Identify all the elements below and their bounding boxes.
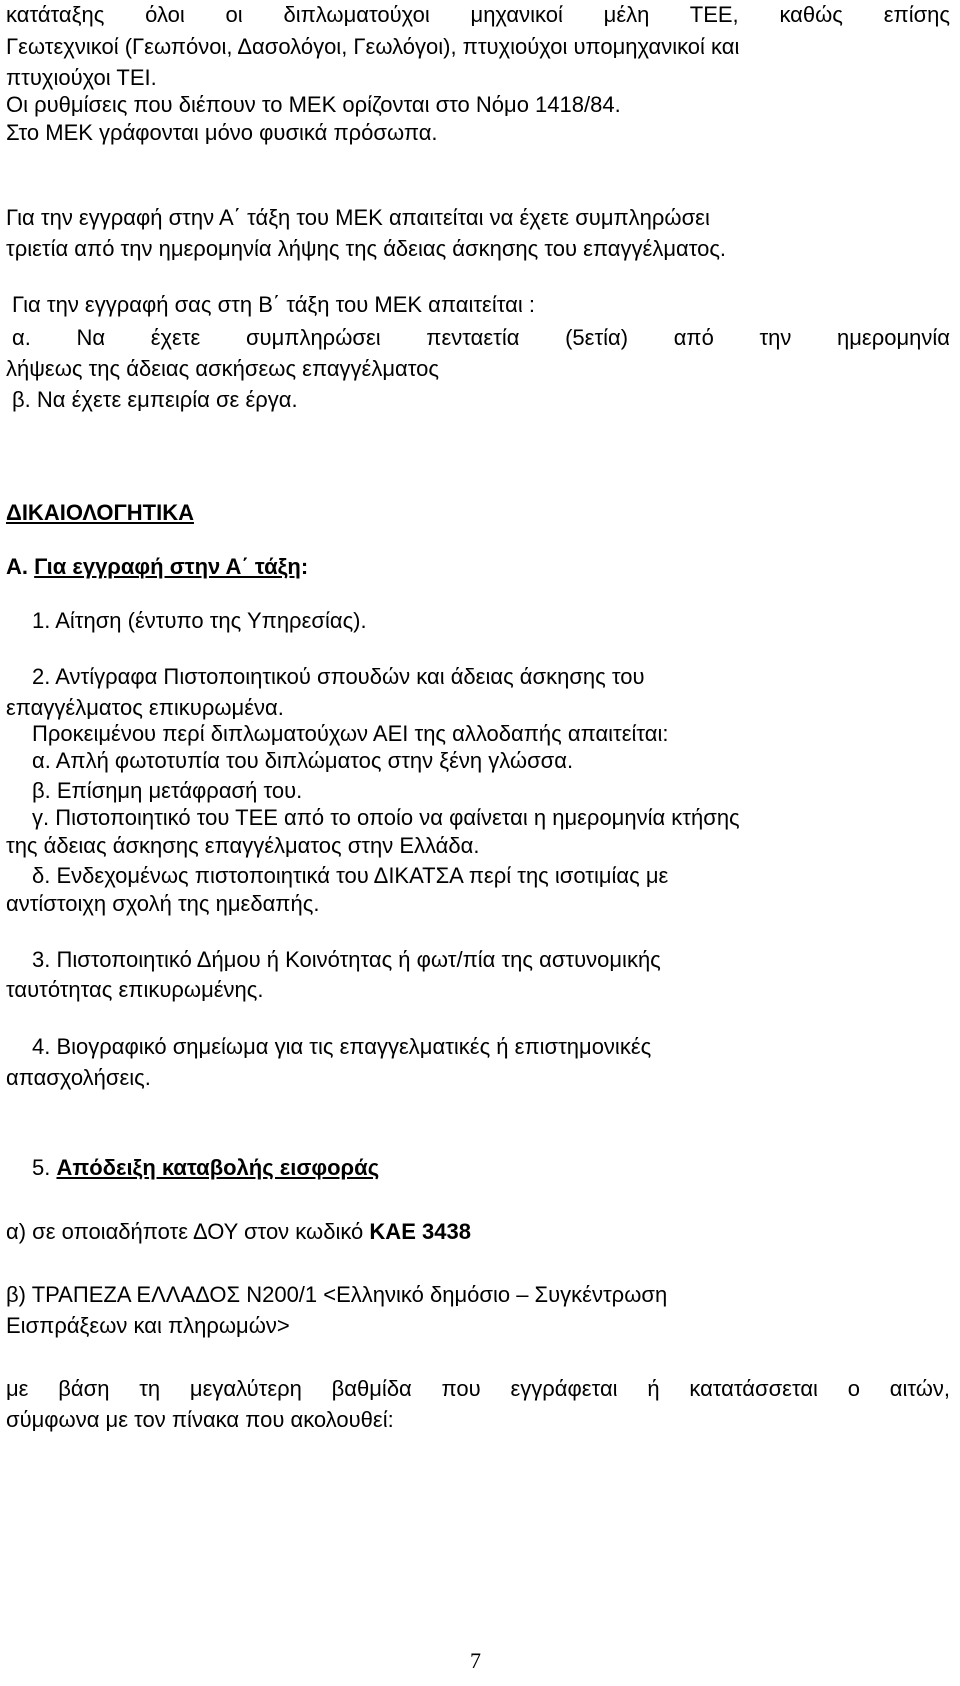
payment-option-b-line-2: Εισπράξεων και πληρωμών>	[6, 1313, 290, 1338]
subheading-suffix: :	[300, 554, 309, 579]
intro-line-1: κατάταξης όλοι οι διπλωματούχοι μηχανικοί μέλη ΤΕΕ, καθώς επίσης	[6, 2, 950, 27]
documents-subheading	[6, 552, 308, 582]
doc-item-5	[32, 1153, 379, 1183]
payment-option-b-line-1: β) ΤΡΑΠΕΖΑ ΕΛΛΑΔΟΣ Ν200/1 <Ελληνικό δημόσιο – Συγκέντρωση	[6, 1282, 668, 1307]
intro-line-3: πτυχιούχοι ΤΕΙ.	[6, 65, 157, 90]
class-b-requirement-a-line-1: α. Να έχετε συμπληρώσει πενταετία (5ετία) από την ημερομηνία	[12, 325, 950, 350]
payment-option-a-text: α) σε οποιαδήποτε ΔΟΥ στον κωδικό	[6, 1219, 370, 1244]
subheading-prefix: Α.	[6, 554, 28, 579]
payment-option-a-code: ΚΑΕ 3438	[369, 1219, 471, 1244]
doc-item-5-number: 5.	[32, 1155, 51, 1180]
intro-line-5: Στο ΜΕΚ γράφονται μόνο φυσικά πρόσωπα.	[6, 120, 438, 145]
doc-item-3-line-2: ταυτότητας επικυρωμένης.	[6, 977, 264, 1002]
class-b-requirement-a-line-2: λήψεως της άδειας ασκήσεως επαγγέλματος	[6, 356, 439, 381]
doc-item-5-title: Απόδειξη καταβολής εισφοράς	[56, 1155, 380, 1180]
page-number: 7	[470, 1648, 481, 1673]
doc-item-1: 1. Αίτηση (έντυπο της Υπηρεσίας).	[32, 608, 367, 633]
doc-item-2-c-line-1: γ. Πιστοποιητικό του ΤΕΕ από το οποίο να φαίνεται η ημερομηνία κτήσης	[32, 805, 740, 830]
intro-line-4: Οι ρυθμίσεις που διέπουν το ΜΕΚ ορίζονται στο Νόμο 1418/84.	[6, 92, 621, 117]
doc-item-2-c-line-2: της άδειας άσκησης επαγγέλματος στην Ελλάδα.	[6, 833, 480, 858]
doc-item-4-line-1: 4. Βιογραφικό σημείωμα για τις επαγγελματικές ή επιστημονικές	[32, 1034, 652, 1059]
doc-item-2-line-1: 2. Αντίγραφα Πιστοποιητικού σπουδών και άδειας άσκησης του	[32, 664, 645, 689]
class-a-requirement-line-2: τριετία από την ημερομηνία λήψης της άδειας άσκησης του επαγγέλματος.	[6, 236, 727, 261]
doc-item-2-sub-intro: Προκειμένου περί διπλωματούχων ΑΕΙ της αλλοδαπής απαιτείται:	[32, 721, 669, 746]
doc-item-3-line-1: 3. Πιστοποιητικό Δήμου ή Κοινότητας ή φωτ/πία της αστυνομικής	[32, 947, 661, 972]
subheading-title: Για εγγραφή στην Α΄ τάξη	[34, 554, 301, 579]
class-b-requirement-intro: Για την εγγραφή σας στη Β΄ τάξη του ΜΕΚ απαιτείται :	[12, 292, 535, 317]
doc-item-2-d-line-1: δ. Ενδεχομένως πιστοποιητικά του ΔΙΚΑΤΣΑ περί της ισοτιμίας με	[32, 863, 669, 888]
doc-item-2-a: α. Απλή φωτοτυπία του διπλώματος στην ξένη γλώσσα.	[32, 748, 574, 773]
class-a-requirement-line-1: Για την εγγραφή στην Α΄ τάξη του ΜΕΚ απαιτείται να έχετε συμπληρώσει	[6, 205, 710, 230]
doc-item-2-line-2: επαγγέλματος επικυρωμένα.	[6, 695, 284, 720]
doc-item-2-d-line-2: αντίστοιχη σχολή της ημεδαπής.	[6, 891, 320, 916]
payment-option-a	[6, 1217, 471, 1247]
class-b-requirement-b: β. Να έχετε εμπειρία σε έργα.	[12, 387, 298, 412]
intro-line-2: Γεωτεχνικοί (Γεωπόνοι, Δασολόγοι, Γεωλόγοι), πτυχιούχοι υπομηχανικοί και	[6, 34, 740, 59]
payment-basis-line-2: σύμφωνα με τον πίνακα που ακολουθεί:	[6, 1407, 394, 1432]
payment-basis-line-1: με βάση τη μεγαλύτερη βαθμίδα που εγγράφεται ή κατατάσσεται ο αιτών,	[6, 1376, 950, 1401]
doc-item-2-b: β. Επίσημη μετάφρασή του.	[32, 778, 303, 803]
doc-item-4-line-2: απασχολήσεις.	[6, 1065, 151, 1090]
documents-heading: ΔΙΚΑΙΟΛΟΓΗΤΙΚΑ	[6, 500, 194, 525]
